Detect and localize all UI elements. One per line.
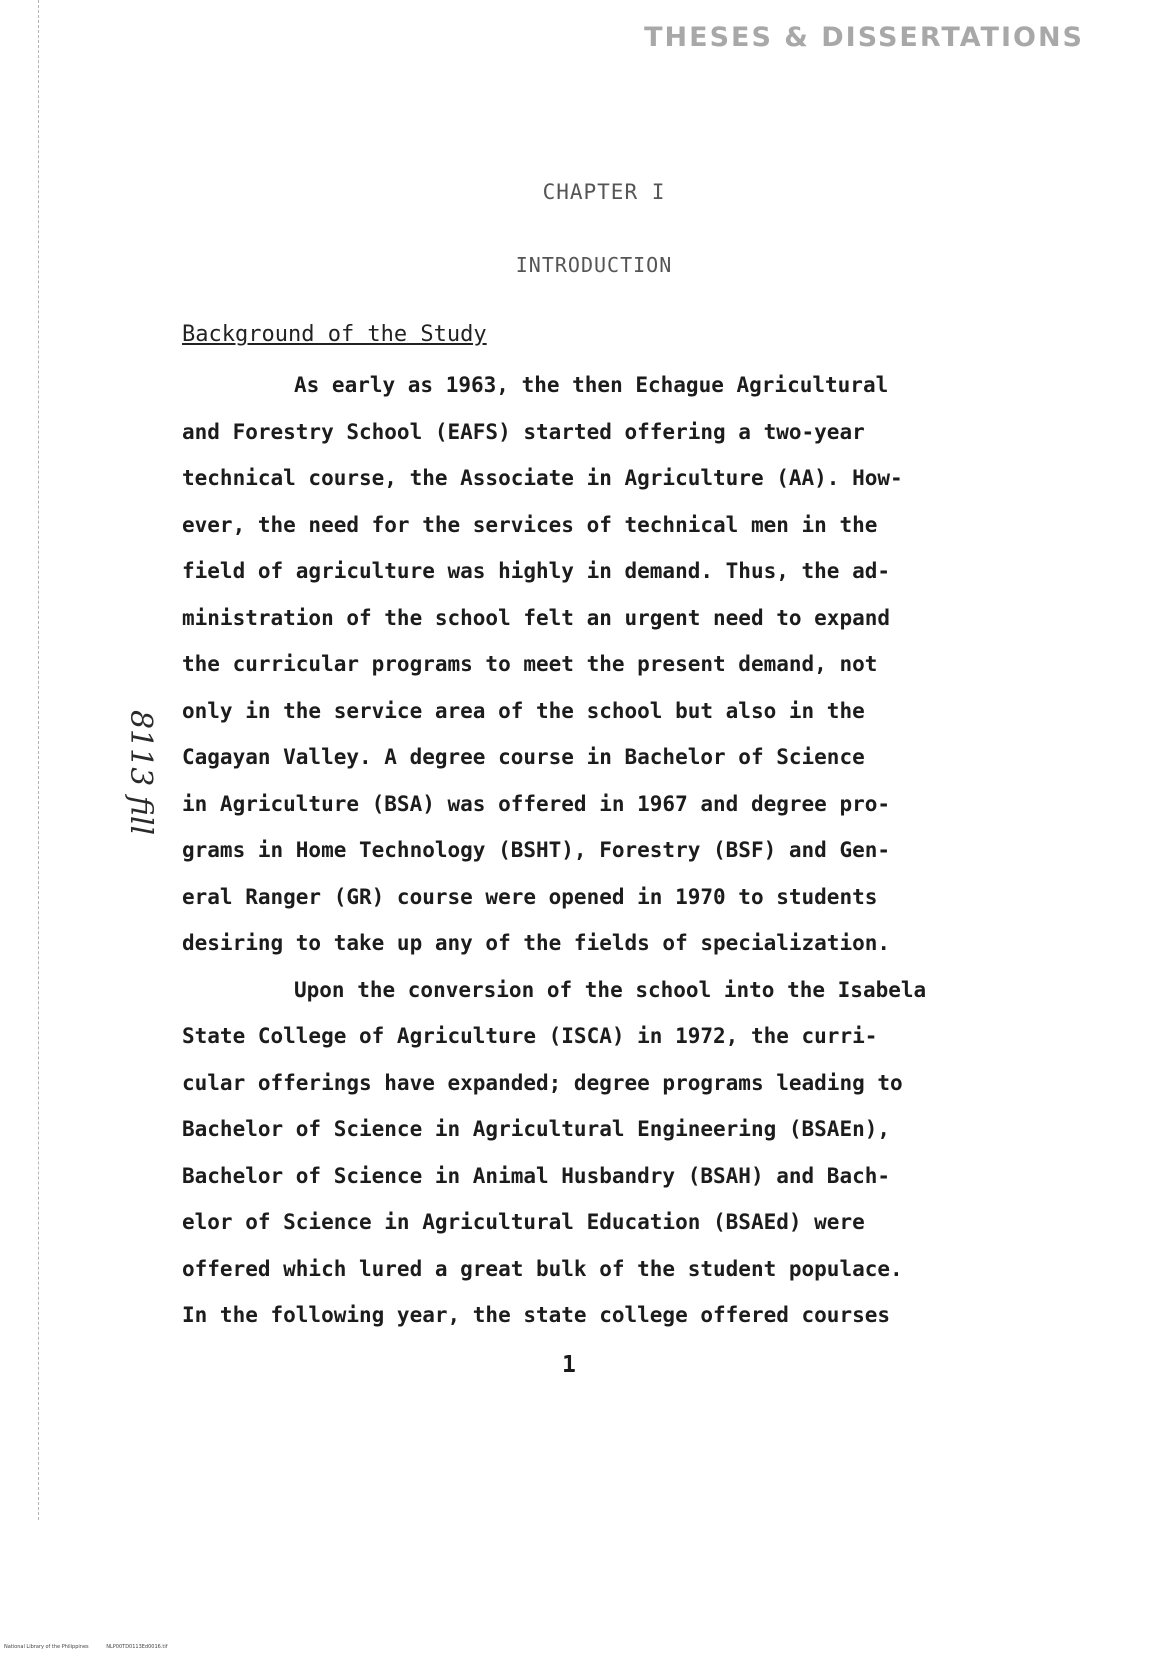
text-line: Upon the conversion of the school into the Isabela xyxy=(294,977,927,1002)
scan-edge-line xyxy=(38,0,39,1520)
text-line: in Agriculture (BSA) was offered in 1967 and degree pro- xyxy=(182,791,891,816)
text-line: only in the service area of the school but also in the xyxy=(182,698,865,723)
handwritten-margin-note: 8113 fill xyxy=(123,709,159,836)
text-line: Bachelor of Science in Animal Husbandry (BSAH) and Bach- xyxy=(182,1163,891,1188)
text-line: Cagayan Valley. A degree course in Bachelor of Science xyxy=(182,745,865,769)
text-line: In the following year, the state college offered courses xyxy=(182,1303,891,1327)
footer-library: National Library of the Philippines xyxy=(4,1644,89,1650)
text-line: ever, the need for the services of technical men in the xyxy=(182,512,878,537)
text-line: eral Ranger (GR) course were opened in 1970 to students xyxy=(182,884,878,909)
text-line: Bachelor of Science in Agricultural Engineering (BSAEn), xyxy=(182,1117,891,1141)
page-number: 1 xyxy=(562,1352,576,1378)
text-line: ministration of the school felt an urgent need to expand xyxy=(182,605,891,630)
text-line: offered which lured a great bulk of the student populace. xyxy=(182,1256,903,1281)
text-line: technical course, the Associate in Agriculture (AA). How- xyxy=(182,466,903,490)
text-line: and Forestry School (EAFS) started offering a two-year xyxy=(182,419,865,444)
scan-footer xyxy=(4,1644,184,1650)
text-line: desiring to take up any of the fields of specialization. xyxy=(182,931,891,955)
text-line: field of agriculture was highly in demand. Thus, the ad- xyxy=(182,559,891,583)
text-line: As early as 1963, the then Echague Agricultural xyxy=(294,373,889,397)
text-line: the curricular programs to meet the present demand, not xyxy=(182,652,878,676)
archive-stamp: THESES & DISSERTATIONS xyxy=(644,22,1084,53)
text-line: cular offerings have expanded; degree programs leading to xyxy=(182,1070,903,1095)
text-line: elor of Science in Agricultural Education (BSAEd) were xyxy=(182,1210,865,1234)
chapter-heading: INTRODUCTION xyxy=(515,253,673,277)
chapter-label: CHAPTER I xyxy=(542,180,666,204)
section-title: Background of the Study xyxy=(182,322,487,347)
footer-file: NLP00TD0113Ed0016.tif xyxy=(106,1644,168,1650)
body-text xyxy=(182,362,1012,1339)
text-line: State College of Agriculture (ISCA) in 1972, the curri- xyxy=(182,1024,878,1048)
text-line: grams in Home Technology (BSHT), Forestry (BSF) and Gen- xyxy=(182,838,891,862)
